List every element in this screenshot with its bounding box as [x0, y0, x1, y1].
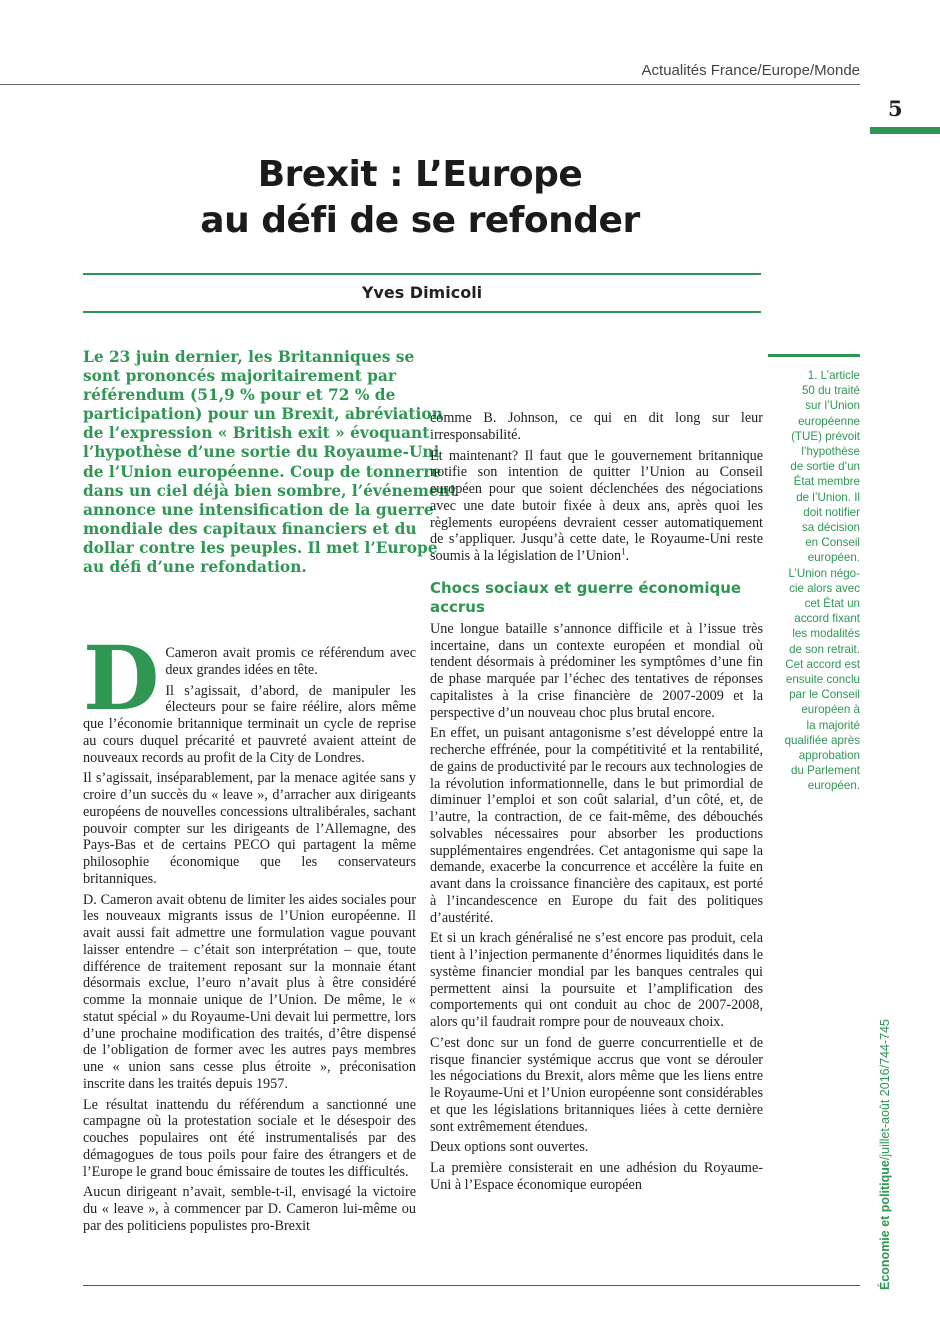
footnote-line: 50 du traité: [801, 384, 860, 398]
footnote-line: cet État un: [804, 597, 860, 611]
lead-line: Le 23 juin dernier, les Britanniques se: [83, 348, 415, 366]
footnote-line: Cet accord est: [785, 657, 860, 671]
journal-issue: /juillet-août 2016/744-745: [878, 1019, 892, 1161]
footnote-line: accord fixant: [794, 612, 860, 626]
lead-line: référendum (51,9 % pour et 72 % de: [83, 386, 396, 405]
title-line-1: Brexit : L’Europe: [257, 154, 583, 195]
article-title: [170, 152, 670, 244]
lead-line: dollar contre les peuples. Il met l’Europe: [83, 538, 438, 557]
page-number-bar: [870, 127, 940, 134]
lead-line: participation) pour un Brexit, abréviation: [83, 405, 443, 424]
body-column-right: [430, 410, 763, 1194]
page-number: 5: [888, 96, 903, 121]
body-column-left: [83, 626, 416, 1235]
paragraph: Et si un krach généralisé ne s’est encore pas produit, cela tient à l’injection permanente d’énormes liquidités dans le système financier mondial par les banques centrales qui permettent ainsi la poursuite et l’amplification des comportements qui ont conduit au choc de 2007-2008, alors qu’il faudrait rompre pour de nouveaux choix.: [430, 930, 763, 1030]
paragraph-text: Cameron avait promis ce référendum avec deux grandes idées en tête.: [165, 645, 416, 678]
lead-line: au défi d’une refondation.: [83, 558, 307, 577]
footnote-line: cie alors avec: [789, 581, 860, 595]
footnote-rule: [768, 354, 860, 357]
footnote-reference[interactable]: 1: [621, 546, 626, 557]
paragraph: Deux options sont ouvertes.: [430, 1139, 589, 1156]
footnote-line: la majorité: [806, 718, 860, 732]
author-rule-bottom: [83, 311, 761, 313]
footnote-line: sa décision: [801, 521, 860, 535]
paragraph-end: .: [625, 548, 630, 564]
lead-line: de l’Union européenne. Coup de tonnerre: [83, 462, 442, 481]
footnote-line: de son retrait.: [789, 642, 860, 656]
paragraph: Il s’agissait, d’abord, de manipuler les électeurs pour se faire réélire, alors même que l’économie britannique terminait un cycle de reprise au cours duquel précarité et pauvreté avaient atteint de nouveaux records au profit de la City de Londres.: [83, 682, 416, 766]
lead-line: l’hypothèse d’une sortie du Royaume-Uni: [83, 443, 440, 462]
lead-line: annonce une intensification de la guerre: [83, 500, 434, 519]
author-name: Yves Dimicoli: [361, 283, 483, 302]
section-subheading: Chocs sociaux et guerre économique accrus: [430, 578, 742, 616]
footnote-line: du Parlement: [791, 764, 860, 778]
footnote-line: qualifiée après: [784, 733, 860, 747]
footnote-line: approbation: [798, 749, 860, 763]
footnote-line: de l’Union. Il: [796, 490, 860, 504]
paragraph: Le résultat inattendu du référendum a sanctionné une campagne où la protestation sociale et le désespoir des couches populaires ont été instrumentalisés par des démagogues de tous poils pour faire des étrangers et de l’Europe le grand bouc émissaire de toutes les difficultés.: [83, 1096, 416, 1180]
footnote-line: l’hypothèse: [801, 445, 860, 459]
journal-reference: [878, 1019, 892, 1290]
footnote-line: européen.: [807, 551, 860, 565]
footnote: [770, 368, 860, 794]
paragraph: [430, 448, 763, 565]
paragraph: comme B. Johnson, ce qui en dit long sur leur irresponsabilité.: [430, 410, 763, 443]
drop-cap: D: [83, 626, 160, 730]
footnote-line: européen à: [801, 703, 860, 717]
paragraph: D. Cameron avait obtenu de limiter les aides sociales pour les nouveaux migrants issus de l’Union européenne. Il avait aussi fait admettre une formulation vague pouvant laisser entendre – c’était son interprétation – que, toute différence de traitement reposant sur la monnaie étant désormais exclue, l’euro n’avait plus à être considéré comme la monnaie unique de l’Union. De même, le « statut spécial » du Royaume-Uni devait lui permettre, lors d’une prochaine modification des traités, d’être dispensé de l’obligation de former avec les autres pays membres une « union sans cesse plus étroite », préconisation inscrite dans les traités depuis 1957.: [83, 891, 416, 1092]
lead-line: dans un ciel déjà bien sombre, l’événement: [83, 481, 457, 500]
footnote-line: 1. L’article: [807, 369, 860, 382]
header-rule: [0, 84, 860, 85]
title-line-2: au défi de se refonder: [200, 200, 640, 241]
paragraph: C’est donc sur un fond de guerre concurrentielle et de risque financier systémique accrus que vont se dérouler les négociations du Brexit, alors même que les liens entre le Royaume-Uni et l’Union européenne sont considérables et que les législations britanniques liées à cette dernière sont extrêmement étendues.: [430, 1034, 763, 1135]
footer-rule: [83, 1285, 860, 1286]
footnote-line: ensuite conclu: [785, 673, 860, 687]
paragraph: La première consisterait en une adhésion du Royaume-Uni à l’Espace économique européen: [430, 1160, 763, 1193]
lead-line: de l’expression « British exit » évoquant: [83, 424, 430, 443]
footnote-line: L’Union négo-: [788, 566, 860, 580]
footnote-line: État membre: [793, 475, 860, 489]
footnote-line: de sortie d’un: [790, 460, 860, 474]
paragraph: En effet, un puisant antagonisme s’est développé entre la recherche effrénée, pour la compétitivité et la rentabilité, de gains de productivité par le recours aux technologies de la révolution informationnelle, dans le but primordial de diminuer l’emploi et son coût salarial, d’un côté, et, de l’autre, la contraction, de ce fait-même, des débouchés solvables nécessaires pour absorber les productions supplémentaires engendrées. Cet antagonisme qui sape la demande, exacerbe la concurrence et accélère la fuite en avant dans la croissance financière des capitaux, est porté à l’incandescence en Europe du fait des politiques d’austérité.: [430, 725, 763, 926]
paragraph: Il s’agissait, inséparablement, par la menace agitée sans y croire d’un succès du « leave », d’arracher aux dirigeants européens de nouvelles concessions ultralibérales, sachant pouvoir compter sur les dirigeants de l’Allemagne, des Pays-Bas et de certains PECO qui partagent la même philosophie économique que les conservateurs britanniques.: [83, 770, 416, 887]
footnote-line: par le Conseil: [789, 688, 860, 702]
footnote-line: européenne: [798, 414, 860, 428]
footnote-line: les modalités: [792, 627, 860, 641]
footnote-line: (TUE) prévoit: [791, 429, 860, 443]
footnote-line: en Conseil: [805, 536, 860, 550]
section-header: Actualités France/Europe/Monde: [641, 62, 860, 79]
author-rule-top: [83, 273, 761, 275]
footnote-line: sur l’Union: [805, 399, 860, 413]
lead-line: mondiale des capitaux financiers et du: [83, 519, 417, 538]
paragraph: Aucun dirigeant n’avait, semble-t-il, envisagé la victoire du « leave », à commencer par D. Cameron lui-même ou par des politiciens populistes pro-Brexit: [83, 1184, 416, 1234]
journal-name: Économie et politique: [878, 1160, 892, 1290]
paragraph: Une longue bataille s’annonce difficile et à l’issue très incertaine, dans un contexte européen et mondial où tendent désormais à prédominer les symptômes d’une fin de phase marquée par l’échec des tentatives de réponses capitalistes à la crise financière de 2007-2009 et la perspective d’un nouveau choc plus brutal encore.: [430, 620, 763, 721]
lead-paragraph: [83, 348, 457, 577]
lead-line: sont prononcés majoritairement par: [83, 367, 397, 386]
paragraph-text: Et maintenant? Il faut que le gouvernement britannique notifie son intention de quitter l’Union au Conseil européen pour que soient déclenchées des négociations avec une date butoir fixée à deux ans, après quoi les règlements européens devraient cesser automatiquement de s’appliquer. Jusqu’à cette date, le Royaume-Uni reste soumis à la législation de l’Union: [430, 447, 763, 564]
footnote-line: doit notifier: [803, 505, 860, 519]
footnote-line: européen.: [807, 779, 860, 793]
